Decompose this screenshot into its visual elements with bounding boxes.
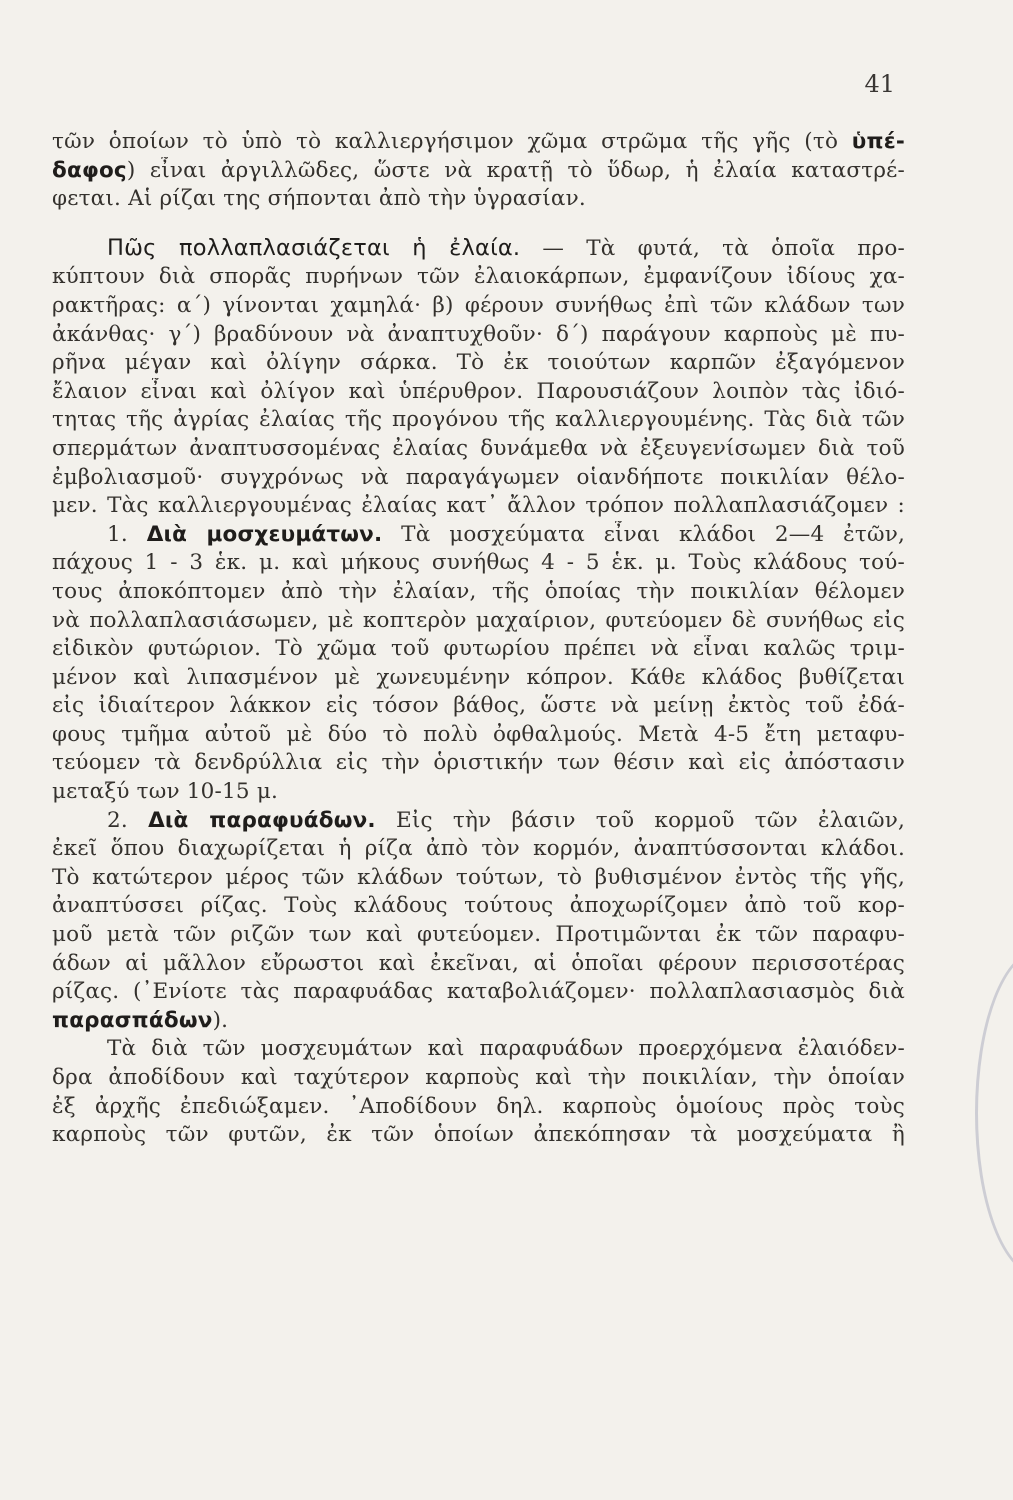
text-line: ἔλαιον εἶναι καὶ ὀλίγον καὶ ὑπέρυθρον. Παρουσιάζουν λοιπὸν τὰς ἰδιό- xyxy=(52,378,905,404)
text-line: ἐκεῖ ὅπου διαχωρίζεται ἡ ρίζα ἀπὸ τὸν κορμόν, ἀναπτύσσονται κλάδοι. xyxy=(52,836,905,862)
text-line: Τὸ κατώτερον μέρος τῶν κλάδων τούτων, τὸ βυθισμένον ἐντὸς τῆς γῆς, xyxy=(52,864,905,890)
text-line: νὰ πολλαπλασιάσωμεν, μὲ κοπτερὸν μαχαίριον, φυτεύομεν δὲ συνήθως εἰς xyxy=(52,607,905,633)
text-line: καρποὺς τῶν φυτῶν, ἐκ τῶν ὁποίων ἀπεκόπησαν τὰ μοσχεύματα ἢ xyxy=(52,1122,905,1148)
text-line: φους τμῆμα αὐτοῦ μὲ δύο τὸ πολὺ ὀφθαλμούς. Μετὰ 4-5 ἔτη μεταφυ- xyxy=(52,721,905,747)
text-line: ἀκάνθας· γ΄) βραδύνουν νὰ ἀναπτυχθοῦν· δ΄) παράγουν καρποὺς μὲ πυ- xyxy=(52,321,905,347)
text-line: δαφος) εἶναι ἀργιλλῶδες, ὥστε νὰ κρατῇ τὸ ὕδωρ, ἡ ἐλαία καταστρέ- xyxy=(52,157,905,183)
subsection-heading: Διὰ μοσχευμάτων. xyxy=(146,521,383,547)
text-line: μένον καὶ λιπασμένον μὲ χωνευμένην κόπρον. Κάθε κλάδος βυθίζεται xyxy=(52,664,905,690)
text-line: παρασπάδων). xyxy=(52,1007,229,1033)
text-line: ἀναπτύσσει ρίζας. Τοὺς κλάδους τούτους ἀποχωρίζομεν ἀπὸ τοῦ κορ- xyxy=(52,893,905,919)
page-number: 41 xyxy=(864,70,895,98)
subsection-line: 1. Διὰ μοσχευμάτων. Τὰ μοσχεύματα εἶναι κλάδοι 2—4 ἐτῶν, xyxy=(107,521,905,547)
subsection-line: 2. Διὰ παραφυάδων. Εἰς τὴν βάσιν τοῦ κορμοῦ τῶν ἐλαιῶν, xyxy=(107,807,905,833)
text-line: εἰς ἰδιαίτερον λάκκον εἰς τόσον βάθος, ὥστε νὰ μείνῃ ἐκτὸς τοῦ ἐδά- xyxy=(52,693,905,719)
section-heading-line: Πῶς πολλαπλασιάζεται ἡ ἐλαία. — Τὰ φυτά, τὰ ὁποῖα προ- xyxy=(107,234,905,261)
text-line: τῶν ὁποίων τὸ ὑπὸ τὸ καλλιεργήσιμον χῶμα στρῶμα τῆς γῆς (τὸ ὑπέ- xyxy=(52,129,905,154)
text-line: δρα ἀποδίδουν καὶ ταχύτερον καρποὺς καὶ τὴν ποικιλίαν, τὴν ὁποίαν xyxy=(52,1065,905,1090)
text-line: τεύομεν τὰ δενδρύλλια εἰς τὴν ὁριστικήν των θέσιν καὶ εἰς ἀπόστασιν xyxy=(52,750,905,776)
text-line: ρακτῆρας: α΄) γίνονται χαμηλά· β) φέρουν συνήθως ἐπὶ τῶν κλάδων των xyxy=(52,292,905,318)
text-line: τητας τῆς ἀγρίας ἐλαίας τῆς προγόνου τῆς καλλιεργουμένης. Τὰς διὰ τῶν xyxy=(52,407,905,433)
text-line: κύπτουν διὰ σπορᾶς πυρήνων τῶν ἐλαιοκάρπων, ἐμφανίζουν ἰδίους χα- xyxy=(52,264,905,290)
text-line: φεται. Αἱ ρίζαι της σήπονται ἀπὸ τὴν ὑγρασίαν. xyxy=(52,186,586,212)
text-line: ἐμβολιασμοῦ· συγχρόνως νὰ παραγάγωμεν οἱανδήποτε ποικιλίαν θέλο- xyxy=(52,464,905,490)
text-line: ρῆνα μέγαν καὶ ὀλίγην σάρκα. Τὸ ἐκ τοιούτων καρπῶν ἐξαγόμενον xyxy=(52,350,905,376)
section-heading: Πῶς πολλαπλασιάζεται ἡ ἐλαία. xyxy=(107,234,521,261)
text-line: ρίζας. (᾿Ενίοτε τὰς παραφυάδας καταβολιάζομεν· πολλαπλασιασμὸς διὰ xyxy=(52,979,905,1005)
body-text xyxy=(52,128,905,1150)
text-line: ἐξ ἀρχῆς ἐπεδιώξαμεν. ᾿Αποδίδουν δηλ. καρποὺς ὁμοίους πρὸς τοὺς xyxy=(52,1093,905,1119)
text-line: σπερμάτων ἀναπτυσσομένας ἐλαίας δυνάμεθα νὰ ἐξευγενίσωμεν διὰ τοῦ xyxy=(52,435,905,461)
subsection-heading: Διὰ παραφυάδων. xyxy=(148,807,376,833)
library-stamp xyxy=(975,950,1013,1276)
text-line: άδων αἱ μᾶλλον εὔρωστοι καὶ ἐκεῖναι, αἱ ὁποῖαι φέρουν περισσοτέρας xyxy=(52,950,905,976)
text-line: μοῦ μετὰ τῶν ριζῶν των καὶ φυτεύομεν. Προτιμῶνται ἐκ τῶν παραφυ- xyxy=(52,922,905,948)
text-line: τους ἀποκόπτομεν ἀπὸ τὴν ἐλαίαν, τῆς ὁποίας τὴν ποικιλίαν θέλομεν xyxy=(52,578,905,604)
text-line: μεταξύ των 10-15 μ. xyxy=(52,779,279,805)
text-line: πάχους 1 - 3 ἑκ. μ. καὶ μήκους συνήθως 4 - 5 ἑκ. μ. Τοὺς κλάδους τού- xyxy=(52,550,905,576)
text-line: μεν. Τὰς καλλιεργουμένας ἐλαίας κατ᾽ ἄλλον τρόπον πολλαπλασιάζομεν : xyxy=(52,493,905,519)
text-line: εἰδικὸν φυτώριον. Τὸ χῶμα τοῦ φυτωρίου πρέπει νὰ εἶναι καλῶς τριμ- xyxy=(52,636,905,662)
text-line: Τὰ διὰ τῶν μοσχευμάτων καὶ παραφυάδων προερχόμενα ἐλαιόδεν- xyxy=(107,1036,905,1062)
